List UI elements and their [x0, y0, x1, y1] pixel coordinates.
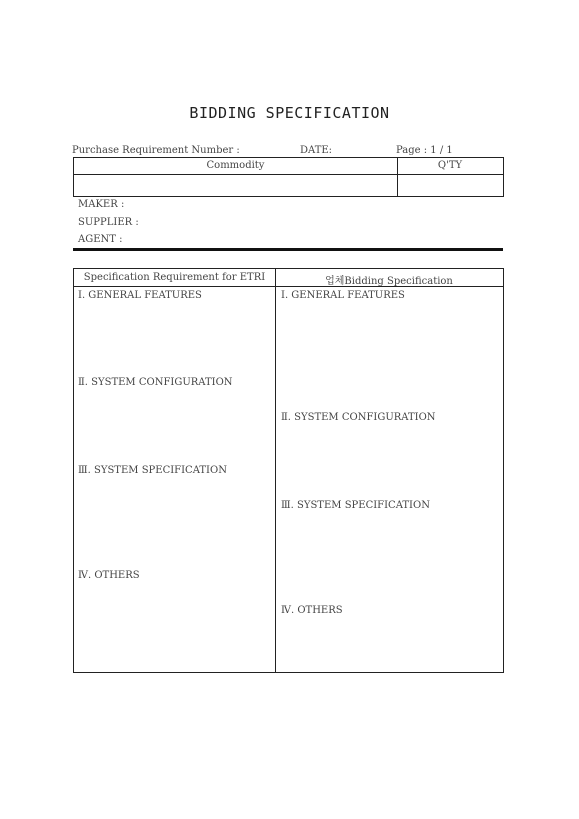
document-title: BIDDING SPECIFICATION — [189, 104, 390, 122]
spec-left-header: Specification Requirement for ETRI — [83, 272, 266, 283]
left-section-general-features: Ⅰ. GENERAL FEATURES — [78, 290, 202, 301]
right-section-others: Ⅳ. OTHERS — [281, 605, 343, 616]
agent-label: AGENT : — [78, 234, 123, 245]
right-section-general-features: Ⅰ. GENERAL FEATURES — [281, 290, 405, 301]
commodity-header: Commodity — [206, 160, 265, 171]
supplier-label: SUPPLIER : — [78, 217, 139, 228]
purchase-requirement-label: Purchase Requirement Number : — [72, 145, 240, 156]
page-number: Page : 1 / 1 — [396, 145, 453, 156]
left-section-system-configuration: Ⅱ. SYSTEM CONFIGURATION — [78, 377, 233, 388]
spec-right-header: 업체Bidding Specification — [325, 276, 453, 287]
left-section-system-specification: Ⅲ. SYSTEM SPECIFICATION — [78, 465, 227, 476]
maker-label: MAKER : — [78, 199, 125, 210]
right-section-system-specification: Ⅲ. SYSTEM SPECIFICATION — [281, 500, 430, 511]
spec-col-divider — [275, 268, 276, 673]
commodity-row-divider — [73, 174, 504, 175]
section-separator — [73, 248, 503, 251]
right-section-system-configuration: Ⅱ. SYSTEM CONFIGURATION — [281, 412, 436, 423]
left-section-others: Ⅳ. OTHERS — [78, 570, 140, 581]
date-label: DATE: — [300, 145, 333, 156]
qty-header: Q'TY — [437, 160, 463, 171]
